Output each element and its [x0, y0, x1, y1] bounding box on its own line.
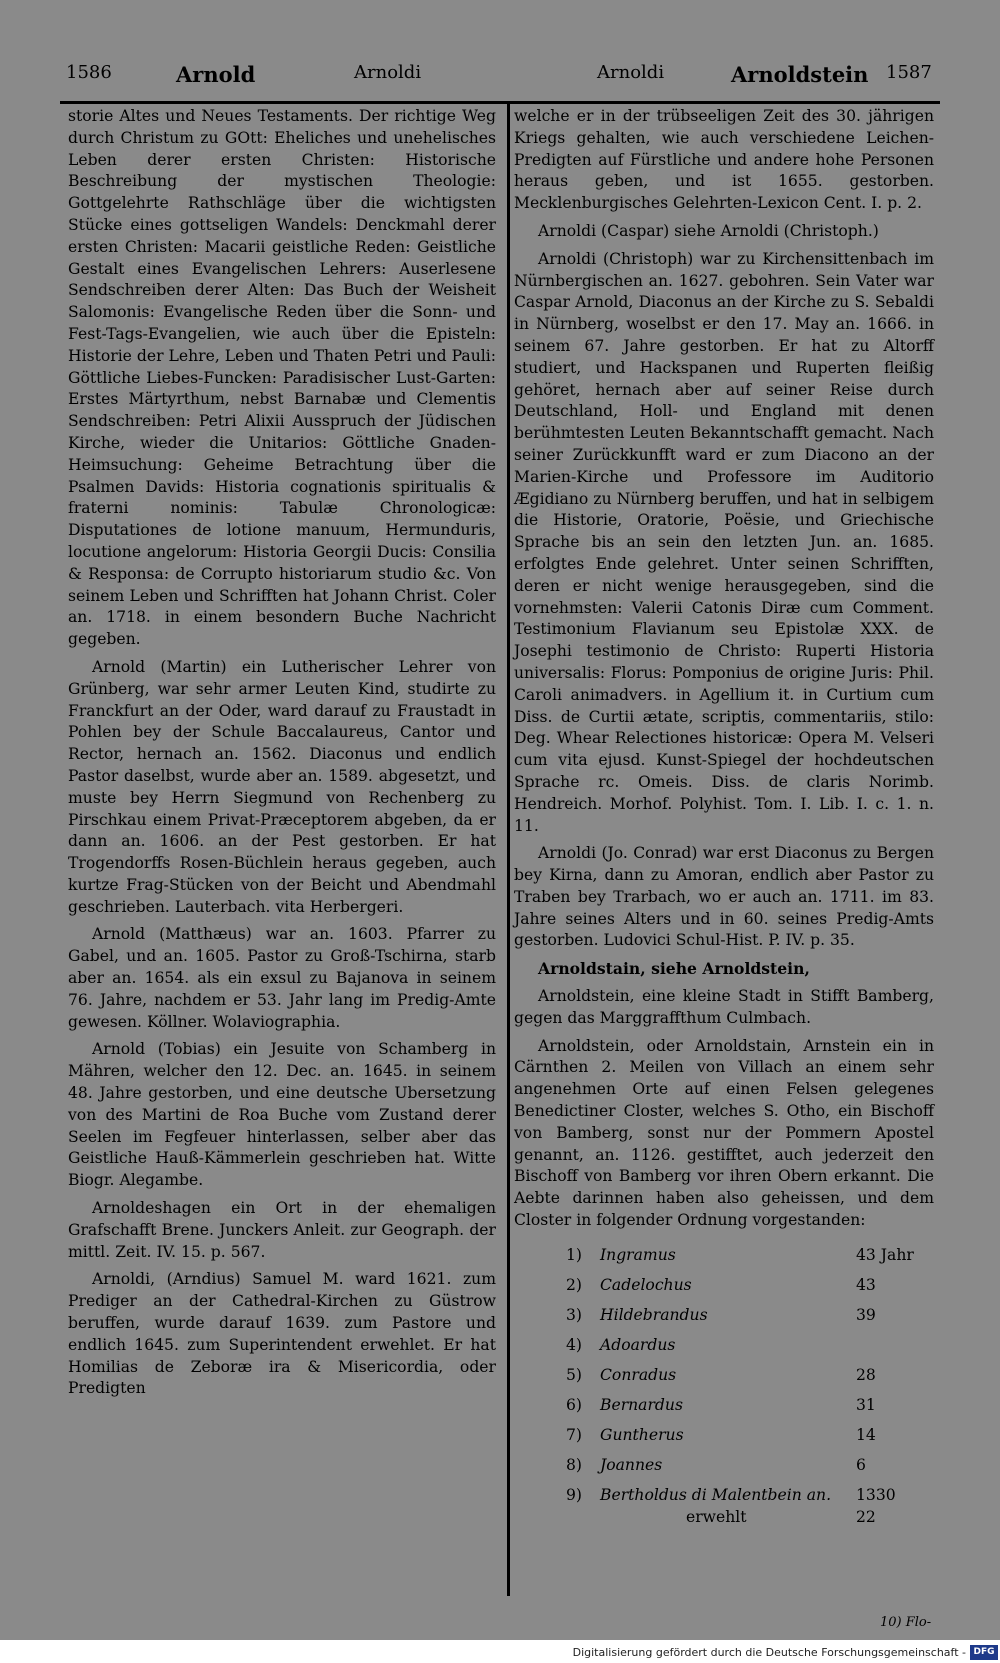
right-paragraph: Arnoldstain, siehe Arnoldstein, [538, 959, 810, 979]
right-paragraph: Arnoldstein, eine kleine Stadt in Stifft Bamberg, gegen das Marggraffthum Culmbach. [514, 987, 934, 1027]
left-paragraph: Arnold (Martin) ein Lutherischer Lehrer von Grünberg, war sehr armer Leuten Kind, studirte zu Franckfurt an der Oder, ward darauf zu Fraustadt in Pohlen bey der Schule Baccalaureus, Cantor und Rector, hernach an. 1562. Diaconus und endlich Pastor daselbst, wurde aber an. 1589. abgesetzt, und muste bey Herrn Siegmund von Rechenberg zu Pirschkau einem Privat-Præceptorem abgeben, da er dann an. 1606. an der Pest gestorben. Er hat Trogendorffs Rosen-Büchlein heraus gegeben, auch kurtze Frag-Stücken von der Beicht und Abendmahl geschrieben. Lauterbach. vita Herbergeri. [68, 657, 496, 916]
right-header-word-2: Arnoldstein [731, 62, 869, 87]
dfg-logo: DFG [970, 1645, 998, 1660]
right-paragraph: welche er in der trübseeligen Zeit des 30. jährigen Kriegs gehalten, wie auch verschiedene Leichen-Predigten auf Fürstliche und andere hohe Personen heraus geben, und ist 1655. gestorben. Mecklenburgisches Gelehrten-Lexicon Cent. I. p. 2. [514, 107, 934, 213]
left-paragraph: Arnoldeshagen ein Ort in der ehemaligen Grafschafft Brene. Junckers Anleit. zur Geograph. der mittl. Zeit. IV. 15. p. 567. [68, 1199, 496, 1261]
column-divider [507, 104, 510, 1596]
list-item: 8) Joannes 6 [566, 1455, 866, 1474]
list-item: 5) Conradus 28 [566, 1365, 876, 1384]
left-paragraph: storie Altes und Neues Testaments. Der richtige Weg durch Christum zu GOtt: Eheliches und unehelisches Leben derer ersten Christen: Historische Beschreibung der mystischen Theologie: Gottgelehrte Rathschläge über die wichtigsten Stücke eines gottseligen Wandels: Denckmahl derer ersten Christen: Macarii geistliche Reden: Geistliche Gestalt eines Evangelischen Lehrers: Auserlesene Sendschreiben derer Alten: Das Buch der Weisheit Salomonis: Evangelische Reden über die Sonn- und Fest-Tags-Evangelien, wie auch über die Episteln: Historie der Lehre, Leben und Thaten Petri und Pauli: Göttliche Liebes-Funcken: Paradisischer Lust-Garten: Erstes Märtyrthum, nebst Barnabæ und Clementis Sendschreiben: Petri Alixii Ausspruch der Jüdischen Kirche, wieder die Unitarios: Göttliche Gnaden-Heimsuchung: Geheime Betrachtung über die Psalmen Davids: Historia cognationis spiritualis & fraterni nominis: Tabulæ Chronologicæ: Disputationes de lotione manuum, Hermunduris, locutione angelorum: Historia Georgii Ducis: Consilia & Responsa: de Corrupto historiarum studio &c. Von seinem Leben und Schrifften hat Johann Christ. Coler an. 1718. in einem besondern Buche Nachricht gegeben. [68, 107, 496, 649]
header-rule [60, 101, 940, 104]
left-paragraph: Arnold (Tobias) ein Jesuite von Schamberg in Mähren, welcher den 12. Dec. an. 1645. in seinem 48. Jahre gestorben, und eine deutsche Ubersetzung von des Martini de Roa Buche vom Zustand derer Seelen im Fegfeuer hinterlassen, selber aber das Geistliche Hauß-Kämmerlein geschrieben hat. Witte Biogr. Alegambe. [68, 1040, 496, 1190]
running-header [66, 62, 946, 102]
catchword: 10) Flo- [880, 1615, 932, 1630]
left-header-word-2: Arnoldi [354, 62, 422, 83]
list-item: 9) Bertholdus di Malentbein an. 1330 [566, 1485, 896, 1504]
list-item: 6) Bernardus 31 [566, 1395, 876, 1414]
abbot-list [566, 1240, 934, 1532]
list-item-continuation: erwehlt 22 [686, 1507, 876, 1526]
list-item: 4) Adoardus [566, 1335, 676, 1354]
right-header-word-1: Arnoldi [597, 62, 665, 83]
left-paragraph: Arnoldi, (Arndius) Samuel M. ward 1621. zum Prediger an der Cathedral-Kirchen zu Güstrow beruffen, wurde darauf 1639. zum Pastore und endlich 1645. zum Superintendent erwehlet. Er hat Homilias de Zeboræ ira & Misericordia, oder Predigten [68, 1270, 496, 1398]
credit-bar [0, 1644, 1000, 1663]
right-page-number: 1587 [886, 62, 932, 83]
left-page-number: 1586 [66, 62, 112, 83]
left-column [68, 106, 496, 1406]
right-paragraph: Arnoldi (Caspar) siehe Arnoldi (Christoph.) [538, 221, 879, 240]
credit-text: Digitalisierung gefördert durch die Deutsche Forschungsgemeinschaft - [572, 1646, 966, 1659]
right-column [514, 106, 934, 1532]
right-paragraph: Arnoldstein, oder Arnoldstain, Arnstein ein in Cärnthen 2. Meilen von Villach an einem sehr angenehmen Orte auf einen Felsen gelegenes Benedictiner Closter, welches S. Otho, ein Bischoff von Bamberg, sonst nur der Pommern Apostel genannt, an. 1126. gestifftet, auch jederzeit den Bischoff von Bamberg vor ihren Obern erkannt. Die Aebte darinnen haben also geheissen, und dem Closter in folgender Ordnung vorgestanden: [514, 1036, 934, 1230]
list-item: 7) Guntherus 14 [566, 1425, 876, 1444]
list-item: 2) Cadelochus 43 [566, 1275, 876, 1294]
left-header-word-1: Arnold [176, 62, 256, 87]
list-item: 1) Ingramus 43 Jahr [566, 1245, 914, 1264]
left-paragraph: Arnold (Matthæus) war an. 1603. Pfarrer zu Gabel, und an. 1605. Pastor zu Groß-Tschirna, starb aber an. 1654. als ein exsul zu Bajanova in seinem 76. Jahre, nachdem er 53. Jahr lang im Predig-Amte gewesen. Köllner. Wolaviographia. [68, 925, 496, 1031]
list-item: 3) Hildebrandus 39 [566, 1305, 876, 1324]
right-paragraph: Arnoldi (Jo. Conrad) war erst Diaconus zu Bergen bey Kirna, dann zu Amoran, endlich aber Pastor zu Traben bey Trarbach, wo er auch an. 1711. im 83. Jahre seines Alters und in 60. seines Predig-Amts gestorben. Ludovici Schul-Hist. P. IV. p. 35. [514, 844, 934, 950]
right-paragraph: Arnoldi (Christoph) war zu Kirchensittenbach im Nürnbergischen an. 1627. gebohren. Sein Vater war Caspar Arnold, Diaconus an der Kirche zu S. Sebaldi in Nürnberg, woselbst er den 17. May an. 1666. in seinem 67. Jahre gestorben. Er hat zu Altorff studiert, und Hackspanen und Ruperten fleißig gehöret, hernach aber auf seiner Reise durch Deutschland, Holl- und England mit denen berühmtesten Leuten Bekanntschafft gemacht. Nach seiner Zurückkunfft ward er zum Diacono an der Marien-Kirche und Professore im Auditorio Ægidiano zu Nürnberg beruffen, und hat in selbigem die Historie, Oratorie, Poësie, und Griechische Sprache bis an sein den letzten Jun. an. 1685. erfolgtes Ende gelehret. Unter seinen Schrifften, deren er nicht wenige herausgegeben, sind die vornehmsten: Valerii Catonis Diræ cum Comment. Testimonium Flavianum seu Epistolæ XXX. de Josephi testimonio de Christo: Ruperti Historia universalis: Florus: Pomponius de origine Juris: Phil. Caroli animadvers. in Agellium it. in Curtium cum Diss. de Curtii ætate, scriptis, commentariis, stilo: Deg. Whear Relectiones historicæ: Opera M. Velseri cum vita ejusd. Kunst-Spiegel der hochdeutschen Sprache rc. Omeis. Diss. de claris Norimb. Hendreich. Morhof. Polyhist. Tom. I. Lib. I. c. 1. n. 11. [514, 249, 934, 835]
